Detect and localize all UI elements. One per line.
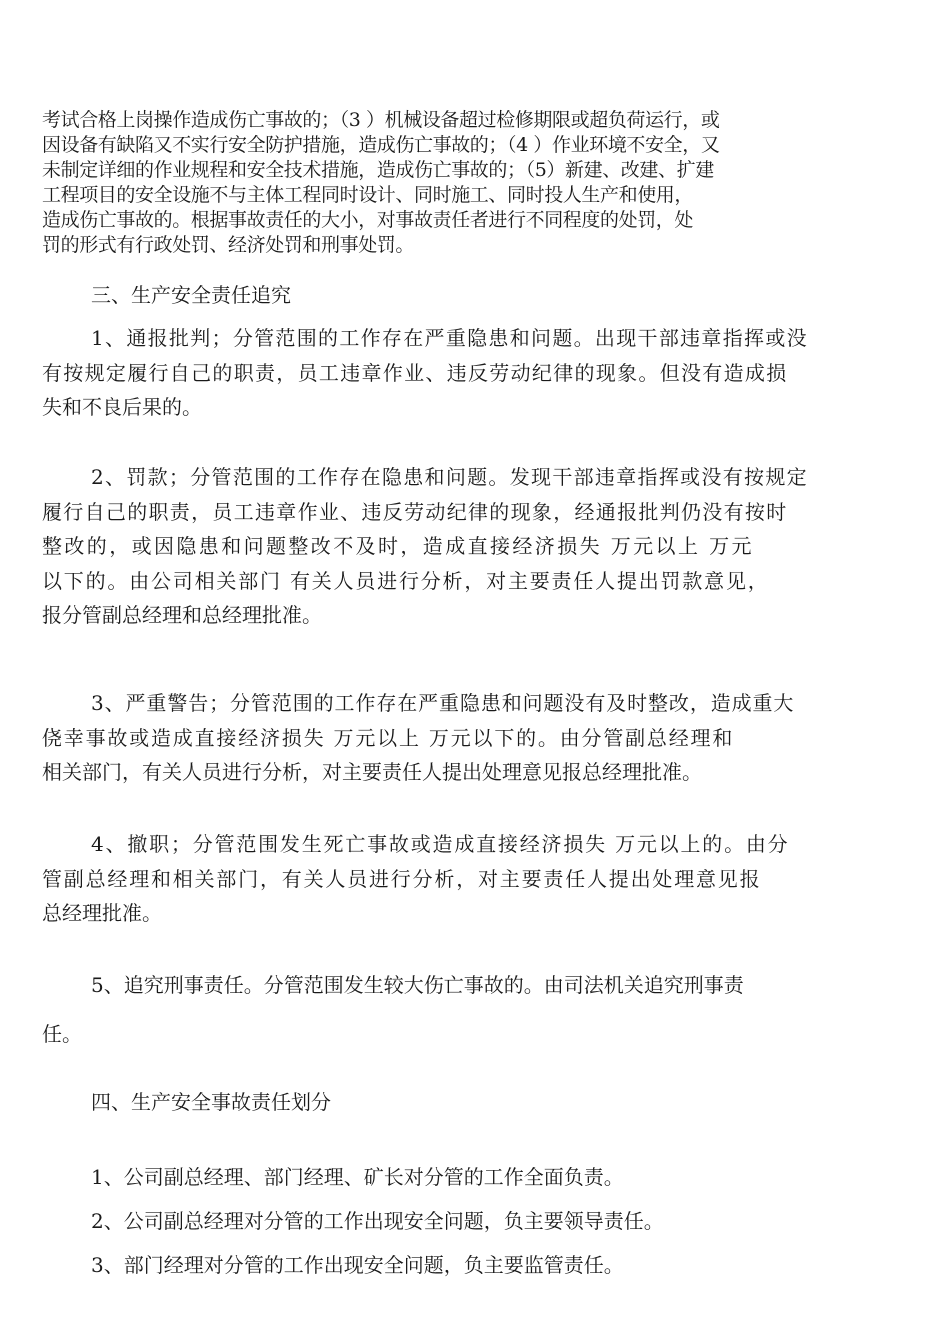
item-line: 以下的。由公司相关部门 有关人员进行分析，对主要责任人提出罚款意见， [42,568,770,593]
item-line: 总经理批准。 [42,901,162,925]
section-3-item-4 [42,827,908,931]
item-line: 相关部门，有关人员进行分析，对主要责任人提出处理意见报总经理批准。 [42,760,702,784]
item-line: 任。 [42,1021,82,1046]
intro-line: 因设备有缺陷又不实行安全防护措施，造成伤亡事故的；（4 ）作业环境不安全，又 [42,134,720,156]
item-line: 整改的，或因隐患和问题整改不及时，造成直接经济损失 万元以上 万元 [42,534,754,558]
section-3-item-1 [42,321,908,425]
section-4-heading: 四、生产安全事故责任划分 [91,1090,331,1114]
item-line: 3、严重警告；分管范围的工作存在严重隐患和问题没有及时整改，造成重大 [91,691,795,715]
intro-line: 造成伤亡事故的。根据事故责任的大小，对事故责任者进行不同程度的处罚，处 [42,209,694,231]
item-line: 侥幸事故或造成直接经济损失 万元以上 万元以下的。由分管副总经理和 [42,725,735,750]
intro-line: 考试合格上岗操作造成伤亡事故的；（3 ）机械设备超过检修期限或超负荷运行，或 [42,109,720,131]
section-4-item-2: 2、公司副总经理对分管的工作出现安全问题，负主要领导责任。 [91,1209,664,1233]
item-line: 有按规定履行自己的职责，员工违章作业、违反劳动纪律的现象。但没有造成损 [42,360,788,385]
item-line: 4、撤职；分管范围发生死亡事故或造成直接经济损失 万元以上的。由分 [91,832,790,856]
item-line: 管副总经理和相关部门，有关人员进行分析，对主要责任人提出处理意见报 [42,866,762,891]
item-line: 履行自己的职责，员工违章作业、违反劳动纪律的现象，经通报批判仍没有按时 [42,499,788,524]
intro-line: 工程项目的安全设施不与主体工程同时设计、同时施工、同时投人生产和使用， [42,184,694,206]
intro-line: 未制定详细的作业规程和安全技术措施，造成伤亡事故的；（5）新建、改建、扩建 [42,159,714,181]
intro-line: 罚的形式有行政处罚、经济处罚和刑事处罚。 [42,234,415,256]
section-4-item-1: 1、公司副总经理、部门经理、矿长对分管的工作全面负责。 [91,1165,624,1189]
section-3-heading: 三、生产安全责任追究 [91,283,291,307]
item-line: 2、罚款；分管范围的工作存在隐患和问题。发现干部违章指挥或没有按规定 [91,465,808,489]
section-3-item-3 [42,686,908,790]
item-line: 失和不良后果的。 [42,395,202,419]
item-line: 1、通报批判；分管范围的工作存在严重隐患和问题。出现干部违章指挥或没 [91,326,808,350]
section-3-item-2 [42,460,908,633]
item-line: 报分管副总经理和总经理批准。 [42,603,322,627]
section-3-item-5 [42,968,908,1051]
item-line: 5、追究刑事责任。分管范围发生较大伤亡事故的。由司法机关追究刑事责 [91,973,744,997]
section-4-item-3: 3、部门经理对分管的工作出现安全问题，负主要监管责任。 [91,1253,624,1277]
intro-paragraph [42,108,912,258]
